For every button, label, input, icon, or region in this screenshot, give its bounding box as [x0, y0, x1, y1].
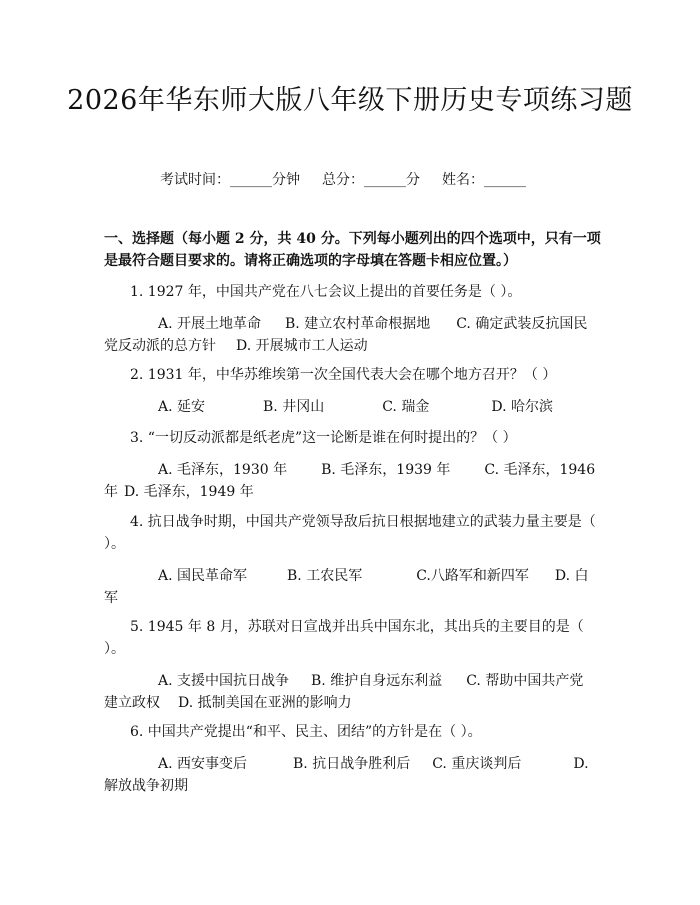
question-stem: 6. 中国共产党提出“和平、民主、团结”的方针是在（ ）。 — [130, 724, 482, 740]
question-stem: 5. 1945 年 8 月，苏联对日宣战并出兵中国东北，其出兵的主要目的是（ ）。 — [104, 619, 584, 657]
document-title: 2026年华东师大版八年级下册历史专项练习题 — [67, 85, 633, 116]
score-unit: 分 — [406, 172, 420, 188]
name-label: 姓名： — [442, 172, 484, 188]
option-b: B. 毛泽东，1939 年 — [321, 462, 451, 478]
option-b: B. 维护自身远东利益 — [311, 673, 443, 689]
question-3 — [104, 427, 596, 449]
option-a: A. 延安 — [158, 399, 206, 415]
question-6-options — [104, 753, 596, 797]
question-6 — [104, 721, 596, 743]
question-4 — [104, 511, 596, 555]
question-2-options — [104, 396, 596, 418]
time-unit: 分钟 — [272, 172, 300, 188]
option-d: D. 解放战争初期 — [104, 756, 589, 794]
option-b: B. 工农民军 — [287, 568, 363, 584]
question-1-options — [104, 313, 596, 357]
question-stem: 3. “一切反动派都是纸老虎”这一论断是谁在何时提出的？（ ） — [130, 430, 517, 446]
option-c: C. 帮助中国共产党建立政权 — [104, 673, 584, 711]
option-d: D. 毛泽东，1949 年 — [124, 484, 254, 500]
option-b: B. 井冈山 — [263, 399, 325, 415]
question-5-options — [104, 670, 596, 714]
option-a: A. 国民革命军 — [158, 568, 248, 584]
score-label: 总分： — [322, 172, 364, 188]
option-c: C.八路军和新四军 — [416, 568, 529, 584]
option-c: C. 毛泽东，1946 年 — [104, 462, 596, 500]
question-4-options — [104, 565, 596, 609]
option-b: B. 建立农村革命根据地 — [285, 316, 431, 332]
option-c: C. 瑞金 — [382, 399, 430, 415]
option-d: D. 哈尔滨 — [491, 399, 553, 415]
question-stem: 2. 1931 年，中华苏维埃第一次全国代表大会在哪个地方召开？（ ） — [130, 367, 557, 383]
option-a: A. 西安事变后 — [158, 756, 248, 772]
option-c: C. 确定武装反抗国民党反动派的总方针 — [104, 316, 588, 354]
score-blank: ______ — [364, 172, 406, 188]
option-b: B. 抗日战争胜利后 — [293, 756, 411, 772]
option-d: D. 白军 — [104, 568, 589, 606]
option-a: A. 毛泽东，1930 年 — [158, 462, 288, 478]
question-stem: 4. 抗日战争时期，中国共产党领导敌后抗日根据地建立的武装力量主要是（ ）。 — [104, 514, 596, 552]
time-blank: ______ — [230, 172, 272, 188]
option-a: A. 开展土地革命 — [158, 316, 262, 332]
option-c: C. 重庆谈判后 — [432, 756, 522, 772]
option-a: A. 支援中国抗日战争 — [158, 673, 290, 689]
option-d: D. 开展城市工人运动 — [236, 338, 368, 354]
question-5 — [104, 616, 596, 660]
option-d: D. 抵制美国在亚洲的影响力 — [178, 695, 352, 711]
section-heading: 一、选择题（每小题 2 分，共 40 分。下列每小题列出的四个选项中，只有一项是最符合题目要求的。请将正确选项的字母填在答题卡相应位置。） — [104, 231, 601, 269]
question-3-options — [104, 459, 596, 503]
question-1 — [104, 281, 596, 303]
time-label: 考试时间： — [160, 172, 230, 188]
question-stem: 1. 1927 年，中国共产党在八七会议上提出的首要任务是（ ）。 — [130, 284, 522, 300]
question-2 — [104, 364, 596, 386]
exam-info-line — [160, 171, 526, 189]
name-blank: ______ — [484, 172, 526, 188]
